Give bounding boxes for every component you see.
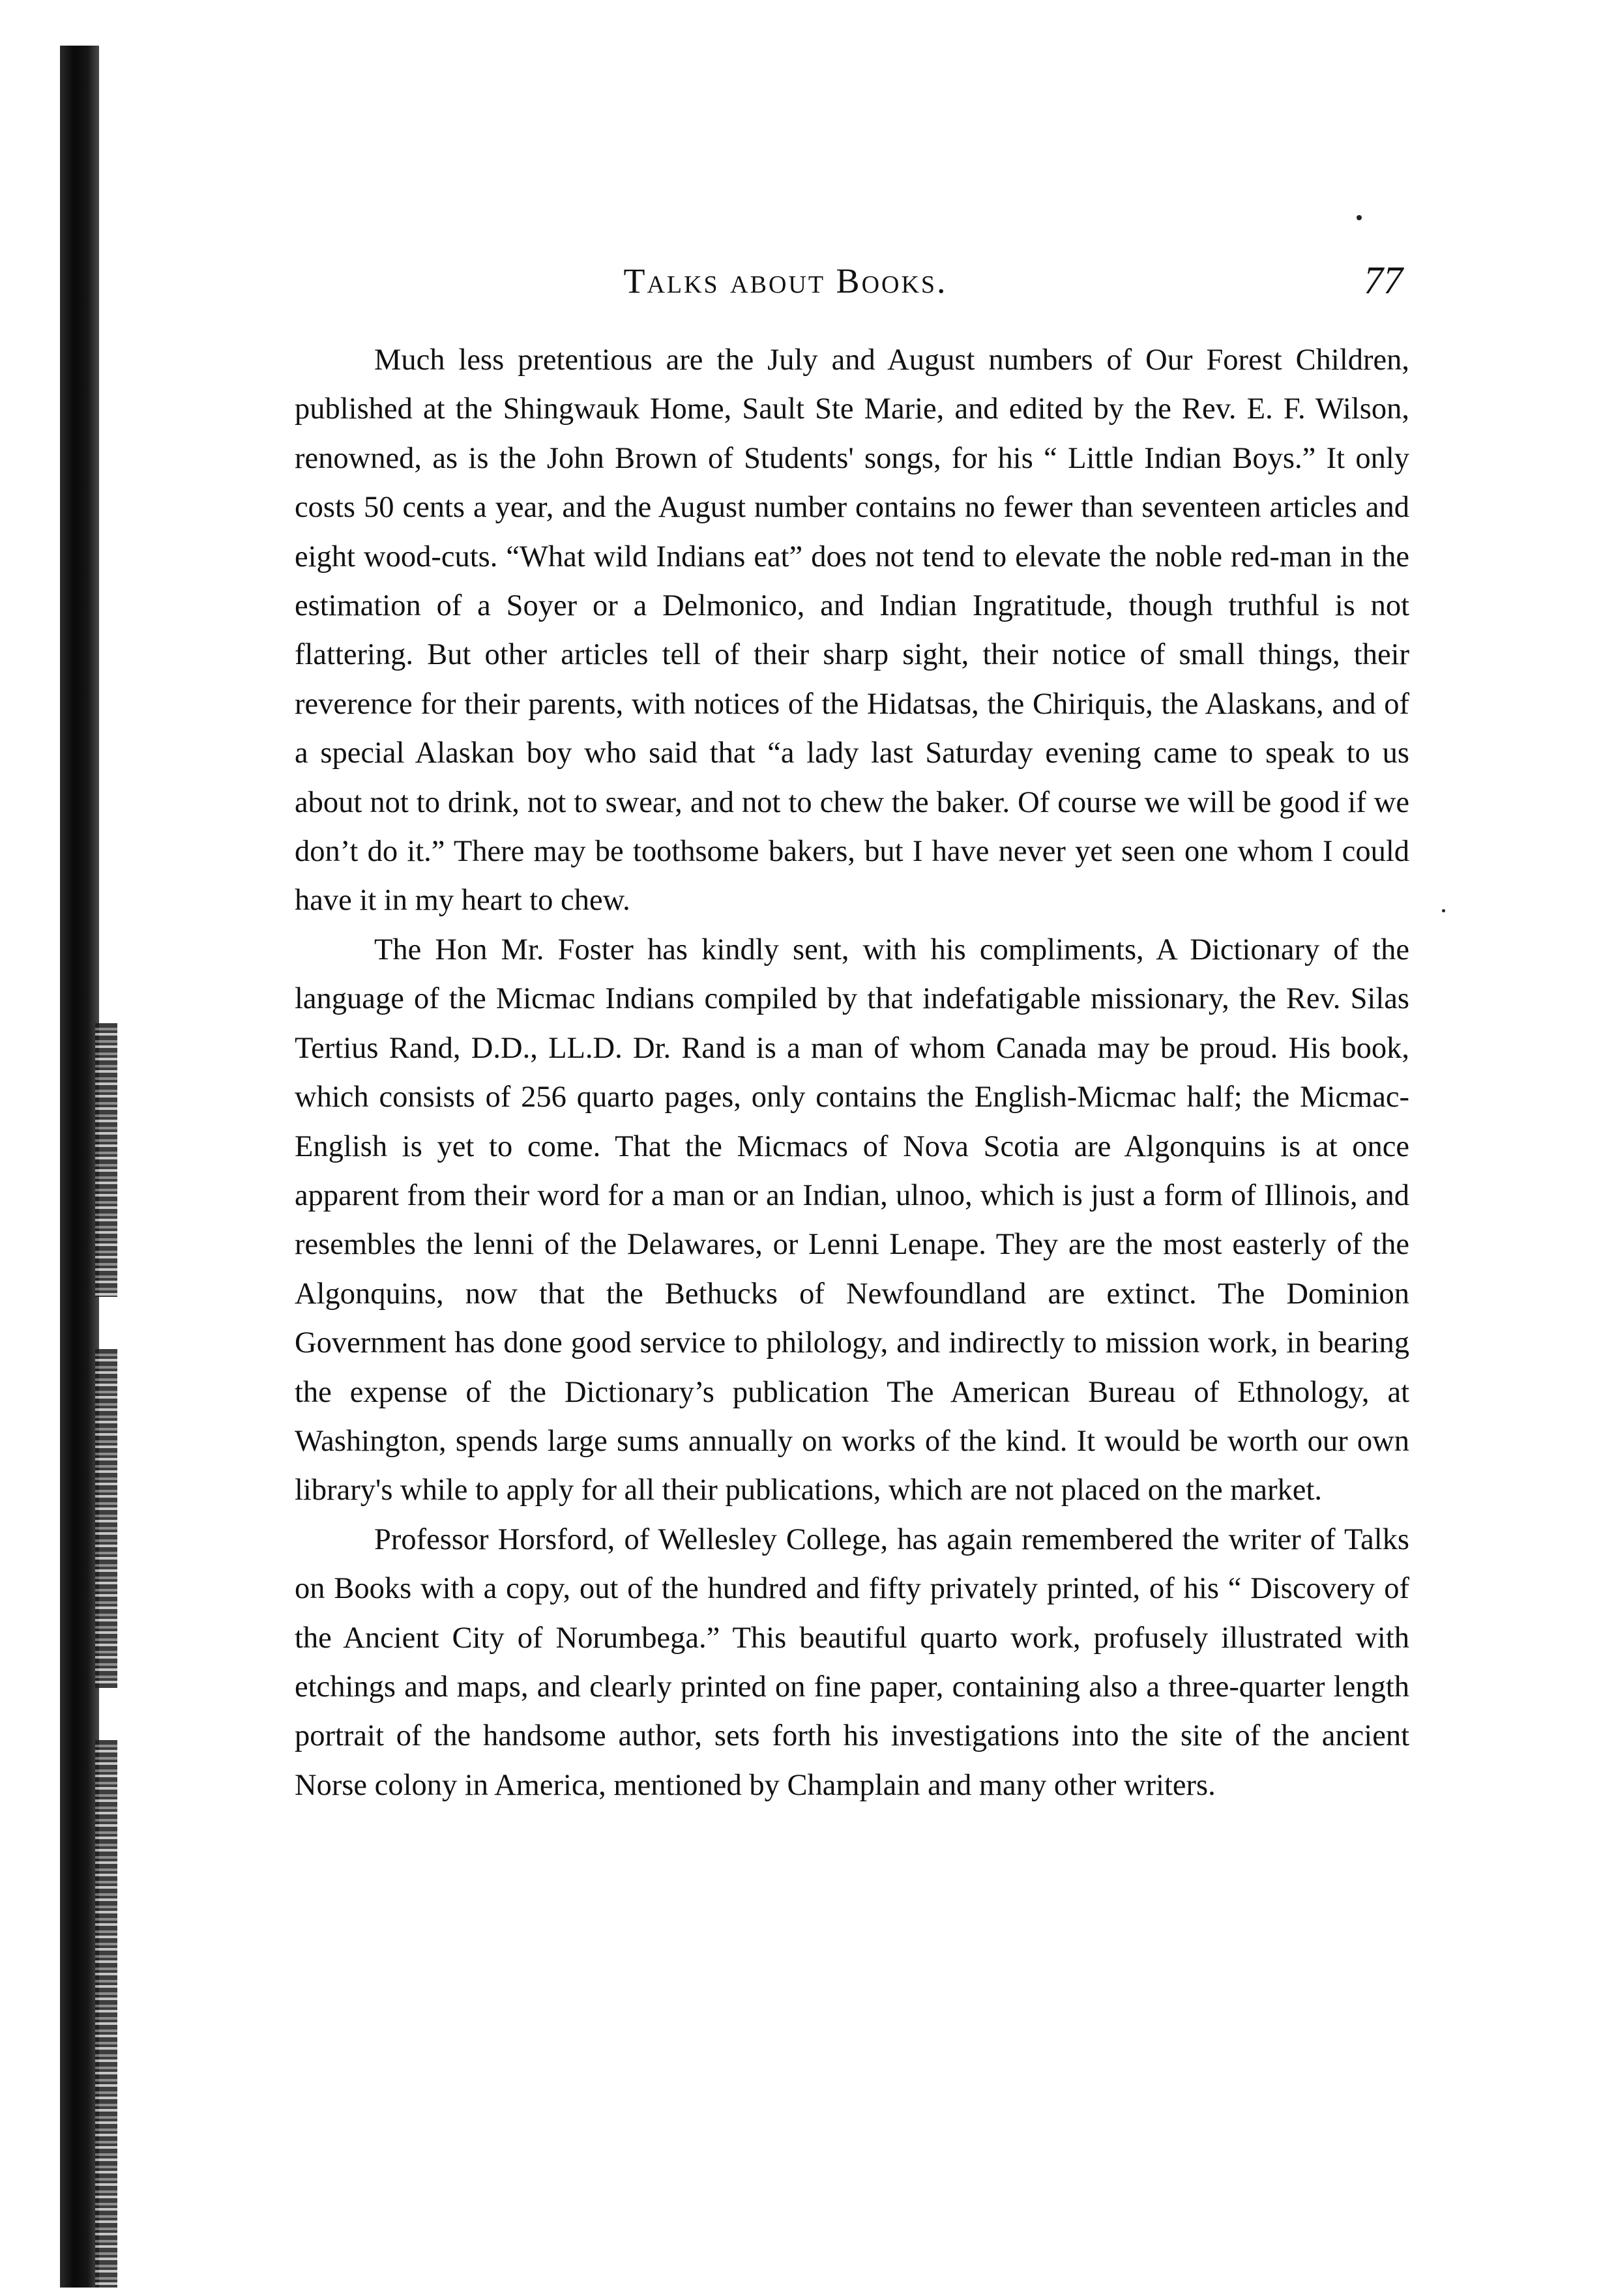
binding-texture bbox=[95, 1349, 117, 1688]
scan-speck bbox=[1357, 215, 1362, 220]
binding-shadow bbox=[60, 46, 99, 2288]
page-header bbox=[293, 253, 1415, 318]
scanned-binding-edge bbox=[46, 46, 117, 2288]
scan-speck bbox=[1442, 909, 1445, 912]
page-number: 77 bbox=[1364, 259, 1403, 302]
running-head: Talks about Books. bbox=[623, 261, 948, 300]
paragraph-norumbega: Professor Horsford, of Wellesley College, has again remembered the writer of Talks on Books with a copy, out of the hundred and fifty privately printed, of his “ Discovery of the Ancient City of Norumbega.” This beautiful quarto work, profusely illustrated with etchings and maps, and clearly printed on fine paper, containing also a three-quarter length portrait of the handsome author, sets forth his investigations into the site of the ancient Norse colony in America, mentioned by Champlain and many other writers. bbox=[295, 1522, 1409, 1802]
body-text bbox=[295, 336, 1409, 1810]
binding-texture bbox=[95, 1023, 117, 1297]
binding-texture bbox=[95, 1740, 117, 2288]
paragraph-micmac-dictionary: The Hon Mr. Foster has kindly sent, with his compliments, A Dictionary of the language of the Micmac Indians compiled by that indefatigable missionary, the Rev. Silas Tertius Rand, D.D., LL.D. Dr. Rand is a man of whom Canada may be proud. His book, which consists of 256 quarto pages, only contains the English-Micmac half; the Micmac-English is yet to come. That the Micmacs of Nova Scotia are Algonquins is at once apparent from their word for a man or an Indian, ulnoo, which is just a form of Illinois, and resembles the lenni of the Delawares, or Lenni Lenape. They are the most easterly of the Algonquins, now that the Bethucks of Newfoundland are extinct. The Dominion Government has done good service to philology, and indirectly to mission work, in bearing the expense of the Dictionary’s publication The American Bureau of Ethnology, at Washington, spends large sums annually on works of the kind. It would be worth our own library's while to apply for all their publications, which are not placed on the market. bbox=[295, 933, 1409, 1507]
paragraph-our-forest-children: Much less pretentious are the July and August numbers of Our Forest Children, published at the Shingwauk Home, Sault Ste Marie, and edited by the Rev. E. F. Wilson, renowned, as is the John Brown of Students' songs, for his “ Little Indian Boys.” It only costs 50 cents a year, and the August number contains no fewer than seventeen articles and eight wood-cuts. “What wild Indians eat” does not tend to elevate the noble red-man in the estimation of a Soyer or a Delmonico, and Indian Ingratitude, though truthful is not flattering. But other articles tell of their sharp sight, their notice of small things, their reverence for their parents, with notices of the Hidatsas, the Chiriquis, the Alaskans, and of a special Alaskan boy who said that “a lady last Saturday evening came to speak to us about not to drink, not to swear, and not to chew the baker. Of course we will be good if we don’t do it.” There may be toothsome bakers, but I have never yet seen one whom I could have it in my heart to chew. bbox=[295, 343, 1409, 918]
